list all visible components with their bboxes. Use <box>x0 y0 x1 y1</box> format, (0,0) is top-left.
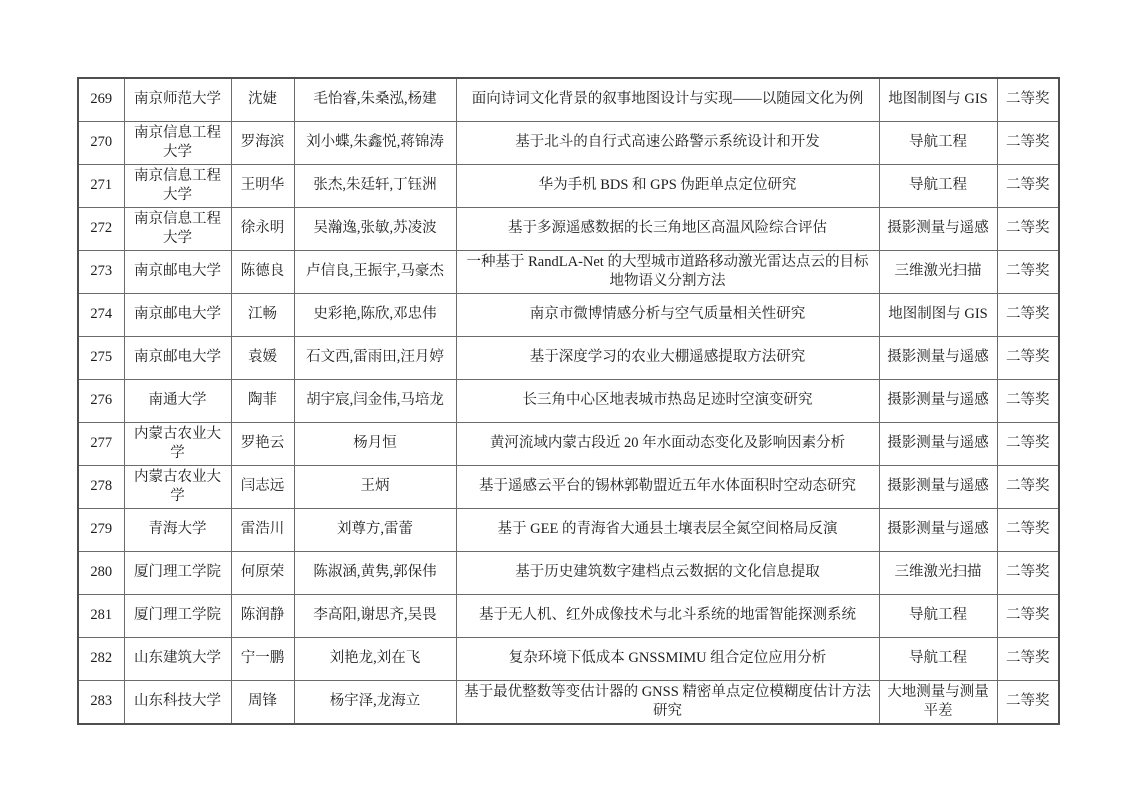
cell-leader-name: 雷浩川 <box>231 509 294 552</box>
cell-member-names: 卢信良,王振宇,马豪杰 <box>294 251 456 294</box>
table-row <box>78 638 1059 681</box>
cell-leader-name: 江畅 <box>231 294 294 337</box>
cell-award: 二等奖 <box>997 681 1059 725</box>
cell-serial-number: 283 <box>78 681 124 725</box>
cell-award: 二等奖 <box>997 294 1059 337</box>
table-row <box>78 251 1059 294</box>
cell-category: 地图制图与 GIS <box>879 78 997 122</box>
cell-university: 南京师范大学 <box>124 78 231 122</box>
cell-leader-name: 罗海滨 <box>231 122 294 165</box>
cell-category: 导航工程 <box>879 595 997 638</box>
cell-project-title: 基于深度学习的农业大棚遥感提取方法研究 <box>456 337 879 380</box>
cell-serial-number: 273 <box>78 251 124 294</box>
cell-serial-number: 274 <box>78 294 124 337</box>
cell-award: 二等奖 <box>997 78 1059 122</box>
cell-serial-number: 282 <box>78 638 124 681</box>
cell-category: 导航工程 <box>879 165 997 208</box>
cell-award: 二等奖 <box>997 552 1059 595</box>
cell-project-title: 长三角中心区地表城市热岛足迹时空演变研究 <box>456 380 879 423</box>
cell-category: 摄影测量与遥感 <box>879 380 997 423</box>
cell-university: 南京信息工程大学 <box>124 208 231 251</box>
cell-project-title: 面向诗词文化背景的叙事地图设计与实现——以随园文化为例 <box>456 78 879 122</box>
cell-member-names: 杨宇泽,龙海立 <box>294 681 456 725</box>
cell-member-names: 刘尊方,雷蕾 <box>294 509 456 552</box>
cell-category: 导航工程 <box>879 122 997 165</box>
cell-member-names: 陈淑涵,黄隽,郭保伟 <box>294 552 456 595</box>
cell-leader-name: 陶菲 <box>231 380 294 423</box>
cell-award: 二等奖 <box>997 380 1059 423</box>
cell-university: 南京信息工程大学 <box>124 122 231 165</box>
cell-member-names: 杨月恒 <box>294 423 456 466</box>
table-row <box>78 423 1059 466</box>
table-row <box>78 380 1059 423</box>
cell-award: 二等奖 <box>997 466 1059 509</box>
cell-member-names: 李高阳,谢思齐,吴畏 <box>294 595 456 638</box>
cell-project-title: 基于北斗的自行式高速公路警示系统设计和开发 <box>456 122 879 165</box>
cell-award: 二等奖 <box>997 423 1059 466</box>
cell-university: 山东建筑大学 <box>124 638 231 681</box>
cell-member-names: 毛怡睿,朱桑泓,杨建 <box>294 78 456 122</box>
cell-category: 摄影测量与遥感 <box>879 337 997 380</box>
table-row <box>78 466 1059 509</box>
cell-serial-number: 275 <box>78 337 124 380</box>
table-row <box>78 337 1059 380</box>
table-row <box>78 294 1059 337</box>
cell-leader-name: 沈婕 <box>231 78 294 122</box>
cell-member-names: 石文西,雷雨田,汪月婷 <box>294 337 456 380</box>
cell-university: 内蒙古农业大学 <box>124 423 231 466</box>
cell-leader-name: 徐永明 <box>231 208 294 251</box>
cell-serial-number: 270 <box>78 122 124 165</box>
cell-serial-number: 279 <box>78 509 124 552</box>
cell-award: 二等奖 <box>997 208 1059 251</box>
cell-leader-name: 何原荣 <box>231 552 294 595</box>
cell-university: 南京邮电大学 <box>124 337 231 380</box>
table-row <box>78 509 1059 552</box>
cell-project-title: 基于历史建筑数字建档点云数据的文化信息提取 <box>456 552 879 595</box>
table-row <box>78 552 1059 595</box>
cell-university: 南通大学 <box>124 380 231 423</box>
cell-leader-name: 宁一鹏 <box>231 638 294 681</box>
cell-leader-name: 周锋 <box>231 681 294 725</box>
table-row <box>78 165 1059 208</box>
cell-member-names: 张杰,朱廷轩,丁钰洲 <box>294 165 456 208</box>
cell-university: 山东科技大学 <box>124 681 231 725</box>
cell-project-title: 基于无人机、红外成像技术与北斗系统的地雷智能探测系统 <box>456 595 879 638</box>
cell-award: 二等奖 <box>997 595 1059 638</box>
cell-serial-number: 271 <box>78 165 124 208</box>
cell-award: 二等奖 <box>997 165 1059 208</box>
cell-university: 南京邮电大学 <box>124 294 231 337</box>
cell-project-title: 南京市微博情感分析与空气质量相关性研究 <box>456 294 879 337</box>
cell-serial-number: 281 <box>78 595 124 638</box>
table-row <box>78 208 1059 251</box>
cell-serial-number: 276 <box>78 380 124 423</box>
table-row <box>78 681 1059 725</box>
cell-university: 厦门理工学院 <box>124 552 231 595</box>
cell-category: 导航工程 <box>879 638 997 681</box>
cell-category: 大地测量与测量平差 <box>879 681 997 725</box>
cell-serial-number: 272 <box>78 208 124 251</box>
cell-project-title: 复杂环境下低成本 GNSSMIMU 组合定位应用分析 <box>456 638 879 681</box>
cell-member-names: 史彩艳,陈欣,邓忠伟 <box>294 294 456 337</box>
cell-project-title: 基于多源遥感数据的长三角地区高温风险综合评估 <box>456 208 879 251</box>
cell-category: 地图制图与 GIS <box>879 294 997 337</box>
cell-serial-number: 277 <box>78 423 124 466</box>
cell-leader-name: 陈润静 <box>231 595 294 638</box>
cell-category: 三维激光扫描 <box>879 552 997 595</box>
cell-university: 青海大学 <box>124 509 231 552</box>
cell-university: 厦门理工学院 <box>124 595 231 638</box>
cell-leader-name: 陈德良 <box>231 251 294 294</box>
table-row <box>78 122 1059 165</box>
cell-university: 南京信息工程大学 <box>124 165 231 208</box>
cell-leader-name: 罗艳云 <box>231 423 294 466</box>
cell-award: 二等奖 <box>997 638 1059 681</box>
cell-project-title: 一种基于 RandLA-Net 的大型城市道路移动激光雷达点云的目标地物语义分割方法 <box>456 251 879 294</box>
table-row <box>78 78 1059 122</box>
cell-member-names: 刘艳龙,刘在飞 <box>294 638 456 681</box>
cell-leader-name: 闫志远 <box>231 466 294 509</box>
cell-project-title: 黄河流域内蒙古段近 20 年水面动态变化及影响因素分析 <box>456 423 879 466</box>
cell-university: 内蒙古农业大学 <box>124 466 231 509</box>
cell-serial-number: 280 <box>78 552 124 595</box>
cell-award: 二等奖 <box>997 251 1059 294</box>
award-table-body <box>78 78 1059 724</box>
cell-project-title: 华为手机 BDS 和 GPS 伪距单点定位研究 <box>456 165 879 208</box>
cell-university: 南京邮电大学 <box>124 251 231 294</box>
cell-project-title: 基于遥感云平台的锡林郭勒盟近五年水体面积时空动态研究 <box>456 466 879 509</box>
table-row <box>78 595 1059 638</box>
cell-leader-name: 袁媛 <box>231 337 294 380</box>
cell-category: 三维激光扫描 <box>879 251 997 294</box>
cell-leader-name: 王明华 <box>231 165 294 208</box>
cell-project-title: 基于 GEE 的青海省大通县土壤表层全氮空间格局反演 <box>456 509 879 552</box>
cell-category: 摄影测量与遥感 <box>879 466 997 509</box>
cell-member-names: 刘小蝶,朱鑫悦,蒋锦涛 <box>294 122 456 165</box>
cell-award: 二等奖 <box>997 122 1059 165</box>
cell-member-names: 吴瀚逸,张敏,苏凌波 <box>294 208 456 251</box>
cell-award: 二等奖 <box>997 337 1059 380</box>
cell-category: 摄影测量与遥感 <box>879 423 997 466</box>
cell-member-names: 胡宇宸,闫金伟,马培龙 <box>294 380 456 423</box>
cell-serial-number: 278 <box>78 466 124 509</box>
cell-category: 摄影测量与遥感 <box>879 208 997 251</box>
cell-award: 二等奖 <box>997 509 1059 552</box>
cell-category: 摄影测量与遥感 <box>879 509 997 552</box>
cell-project-title: 基于最优整数等变估计器的 GNSS 精密单点定位模糊度估计方法研究 <box>456 681 879 725</box>
cell-serial-number: 269 <box>78 78 124 122</box>
cell-member-names: 王炳 <box>294 466 456 509</box>
award-table <box>77 77 1060 725</box>
